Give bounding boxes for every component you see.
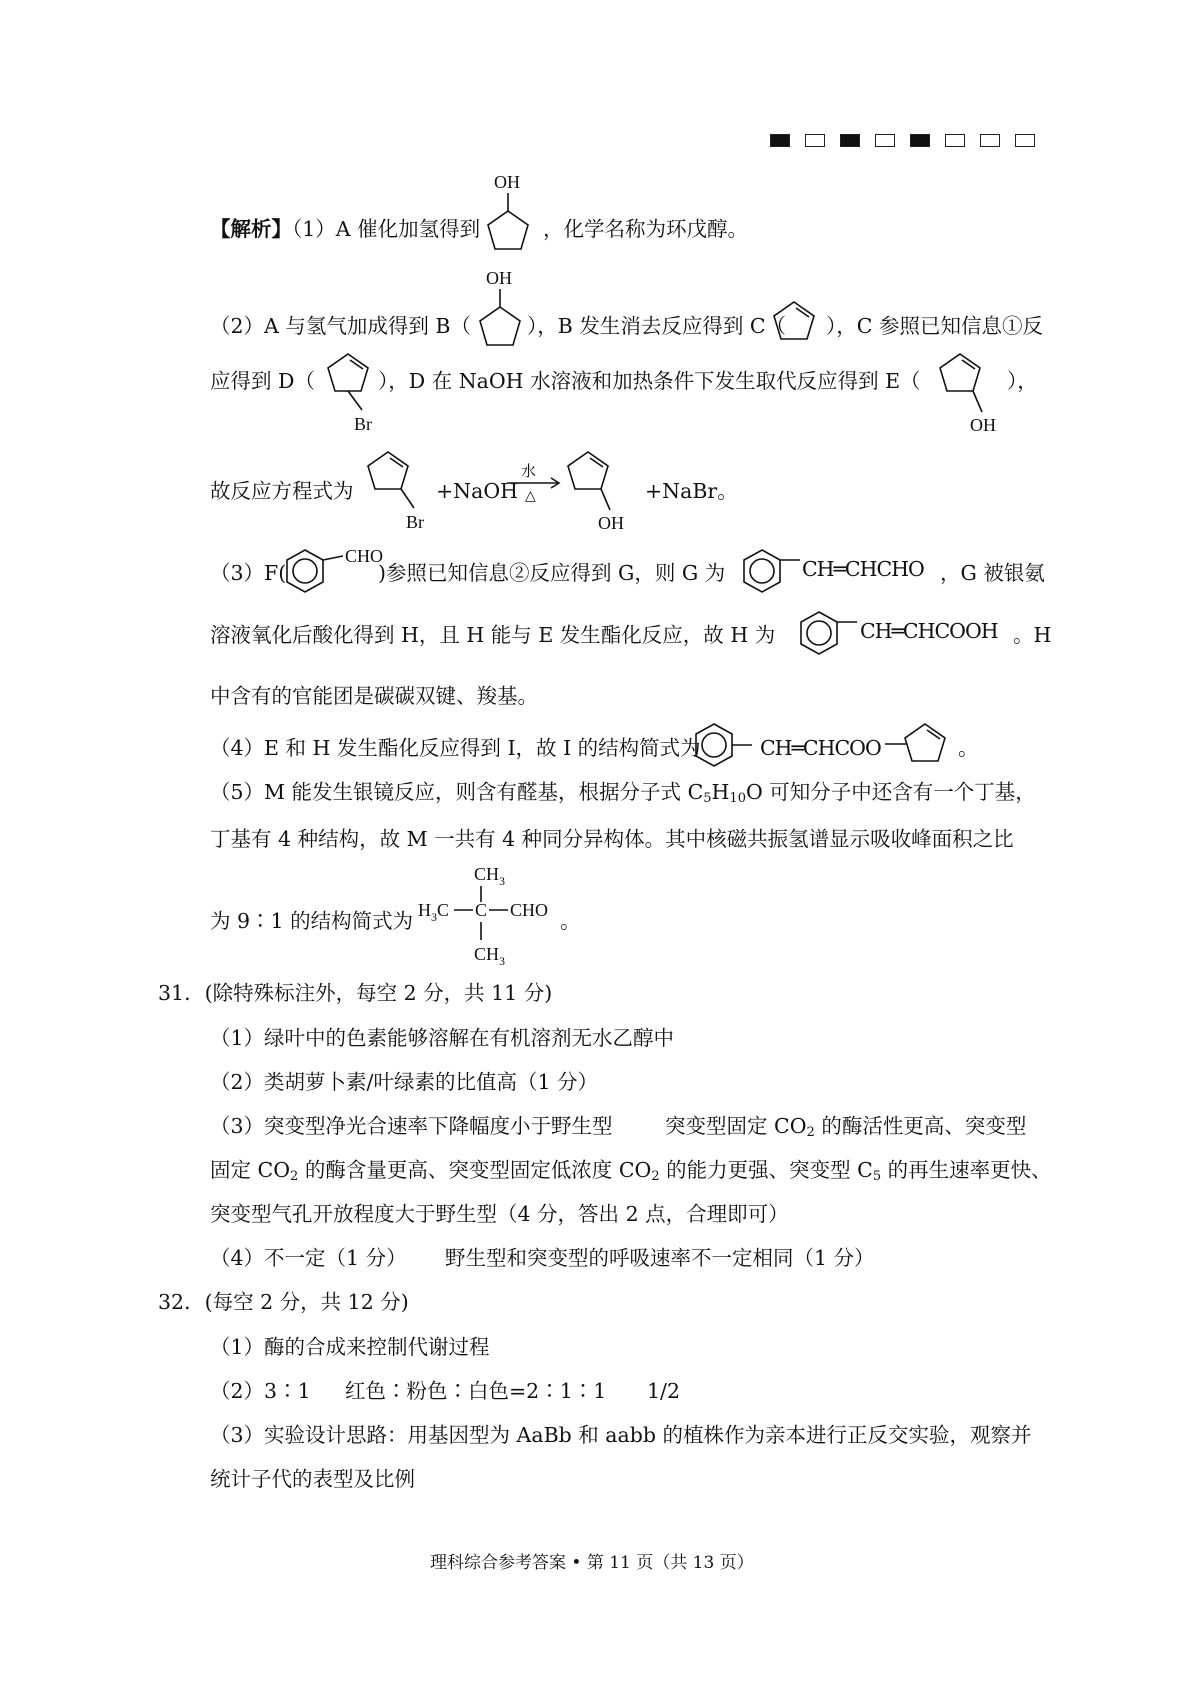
header-mark-7: [980, 134, 1000, 147]
q31-answer-4b: 野生型和突变型的呼吸速率不一定相同（1 分）: [445, 1246, 875, 1270]
compound-d-structure: [318, 350, 378, 440]
q29-p2-text-d: 应得到 D（: [210, 369, 315, 393]
equation-product-structure: [558, 448, 628, 538]
compound-g-chain: CH═CHCHO: [802, 557, 924, 581]
q32-heading: 32．(每空 2 分，共 12 分): [158, 1290, 409, 1314]
a3-l2-b: 的酶含量更高、突变型固定低浓度 CO: [298, 1158, 652, 1182]
p5-text-c: O 可知分子中还含有一个丁基，: [745, 780, 1036, 804]
q31-answer-3-line2: [210, 1157, 1052, 1183]
q29-p2-text-b: ），B 发生消去反应得到 C（: [527, 314, 787, 338]
cho-label: CHO: [345, 546, 384, 566]
q29-p2-text-a: （2）A 与氢气加成得到 B（: [210, 314, 471, 338]
br-label: Br: [406, 512, 424, 532]
cyclopentene-structure: [769, 298, 824, 343]
q29-p5-line3-a: 为 9∶1 的结构简式为: [210, 909, 414, 933]
q29-p2-text-f: ），: [1007, 369, 1038, 393]
header-mark-3: [840, 134, 860, 147]
q29-p4-text-a: （4）E 和 H 发生酯化反应得到 I，故 I 的结构简式为: [210, 736, 701, 760]
oh-label: OH: [494, 172, 520, 192]
benzaldehyde-structure: [281, 546, 391, 598]
a3-l2-sub-c: 5: [872, 1169, 882, 1184]
condition-water: 水: [521, 462, 537, 480]
condition-heat: △: [525, 488, 536, 504]
page-footer: 理科综合参考答案 • 第 11 页（共 13 页）: [430, 1553, 754, 1573]
compound-e-structure: [930, 350, 1000, 440]
h3c-label: $H_3C$: [418, 900, 450, 924]
pivalaldehyde-structure: [418, 858, 578, 968]
analysis-tag: 【解析】: [210, 217, 292, 241]
compound-i-ring: [885, 718, 965, 770]
p5-text-a: （5）M 能发生银镜反应，则含有醛基，根据分子式 C: [210, 780, 704, 804]
br-label: Br: [354, 414, 372, 434]
a3-part-a: （3）突变型净光合速率下降幅度小于野生型: [210, 1114, 613, 1138]
q29-p3-text-f: 中含有的官能团是碳碳双键、羧基。: [210, 684, 538, 708]
center-c-label: C: [475, 900, 488, 920]
compound-h-benzene: [795, 608, 865, 660]
a3-l2-a: 固定 CO: [210, 1158, 291, 1182]
compound-i-benzene: [690, 720, 760, 772]
header-mark-2: [805, 134, 825, 147]
compound-b-structure: [470, 264, 530, 354]
a3-l2-sub-b: 2: [651, 1169, 660, 1184]
cyclopentanol-structure: [478, 168, 538, 258]
equation-plus-nabr: +NaBr。: [645, 479, 738, 503]
header-mark-8: [1015, 134, 1035, 147]
p1-text-a: （1）A 催化加氢得到: [292, 217, 481, 241]
q31-answer-2: （2）类胡萝卜素/叶绿素的比值高（1 分）: [210, 1070, 599, 1094]
q29-p1-text: [210, 216, 480, 242]
header-mark-5: [910, 134, 930, 147]
oh-label: OH: [970, 415, 996, 435]
q29-p1-end: ，化学名称为环戊醇。: [543, 217, 748, 241]
equation-reactant-structure: [358, 448, 428, 538]
q31-answer-3-line1b: [665, 1113, 1026, 1139]
q32-answer-3-line2: 统计子代的表型及比例: [210, 1467, 415, 1491]
q29-p5-line3-b: 。: [560, 909, 581, 933]
q29-p4-text-b: 。: [958, 736, 979, 760]
q32-answer-2a: （2）3∶1: [210, 1379, 311, 1403]
a3-l2-c: 的能力更强、突变型 C: [659, 1158, 873, 1182]
oh-label: OH: [486, 268, 512, 288]
equation-plus-naoh: +NaOH: [436, 479, 519, 503]
ch3-top-label: $CH_3$: [474, 864, 506, 888]
q32-answer-1: （1）酶的合成来控制代谢过程: [210, 1335, 490, 1359]
p5-sub-1: 5: [703, 791, 712, 806]
q32-answer-3-line1: （3）实验设计思路：用基因型为 AaBb 和 aabb 的植株作为亲本进行正反交实验，观察并: [210, 1423, 1032, 1447]
header-mark-4: [875, 134, 895, 147]
q29-p5-line1: [210, 779, 1036, 805]
reaction-arrow: [505, 460, 563, 506]
oh-label: OH: [598, 513, 624, 533]
q31-answer-3-line3: 突变型气孔开放程度大于野生型（4 分，答出 2 点，合理即可）: [210, 1202, 789, 1226]
p5-sub-2: 10: [729, 791, 746, 806]
q29-p2-text-c: ），C 参照已知信息①反: [826, 314, 1043, 338]
q29-p2-text-e: ），D 在 NaOH 水溶液和加热条件下发生取代反应得到 E（: [378, 369, 921, 393]
q29-p3-text-b: )参照已知信息②反应得到 G，则 G 为: [378, 561, 726, 585]
q31-answer-1: （1）绿叶中的色素能够溶解在有机溶剂无水乙醇中: [210, 1026, 675, 1050]
q31-answer-4a: （4）不一定（1 分）: [210, 1246, 407, 1270]
compound-i-chain: CH═CHCOO: [760, 736, 881, 760]
q29-p3-text-e: 。H: [1013, 623, 1052, 647]
q32-answer-2b: 红色∶粉色∶白色=2∶1∶1: [345, 1379, 607, 1403]
header-mark-6: [945, 134, 965, 147]
q29-p5-line2: 丁基有 4 种结构，故 M 一共有 4 种同分异构体。其中核磁共振氢谱显示吸收峰面积之比: [210, 827, 1014, 851]
a3-l2-d: 的再生速率更快、: [881, 1158, 1052, 1182]
a3-part-c: 的酶活性更高、突变型: [814, 1114, 1027, 1138]
ch3-bottom-label: $CH_3$: [474, 944, 506, 968]
cho-tail-label: CHO: [510, 900, 549, 920]
a3-part-b: 突变型固定 CO: [665, 1114, 807, 1138]
q31-heading: 31．(除特殊标注外，每空 2 分，共 11 分): [158, 981, 553, 1005]
a3-l2-sub-a: 2: [290, 1169, 299, 1184]
q29-p3-text-d: 溶液氧化后酸化得到 H，且 H 能与 E 发生酯化反应，故 H 为: [210, 623, 776, 647]
q29-p3-text-c: ，G 被银氨: [940, 561, 1045, 585]
q32-answer-2c: 1/2: [647, 1379, 680, 1403]
p5-text-b: H: [711, 780, 730, 804]
compound-g-benzene: [738, 546, 808, 598]
header-mark-1: [770, 134, 790, 147]
compound-h-chain: CH═CHCOOH: [860, 619, 998, 643]
q31-answer-3-line1: [210, 1113, 613, 1139]
q29-p3-text-a: （3）F(: [210, 561, 287, 585]
q29-p2-text-g: 故反应方程式为: [210, 479, 354, 503]
a3-sub-1: 2: [806, 1125, 815, 1140]
